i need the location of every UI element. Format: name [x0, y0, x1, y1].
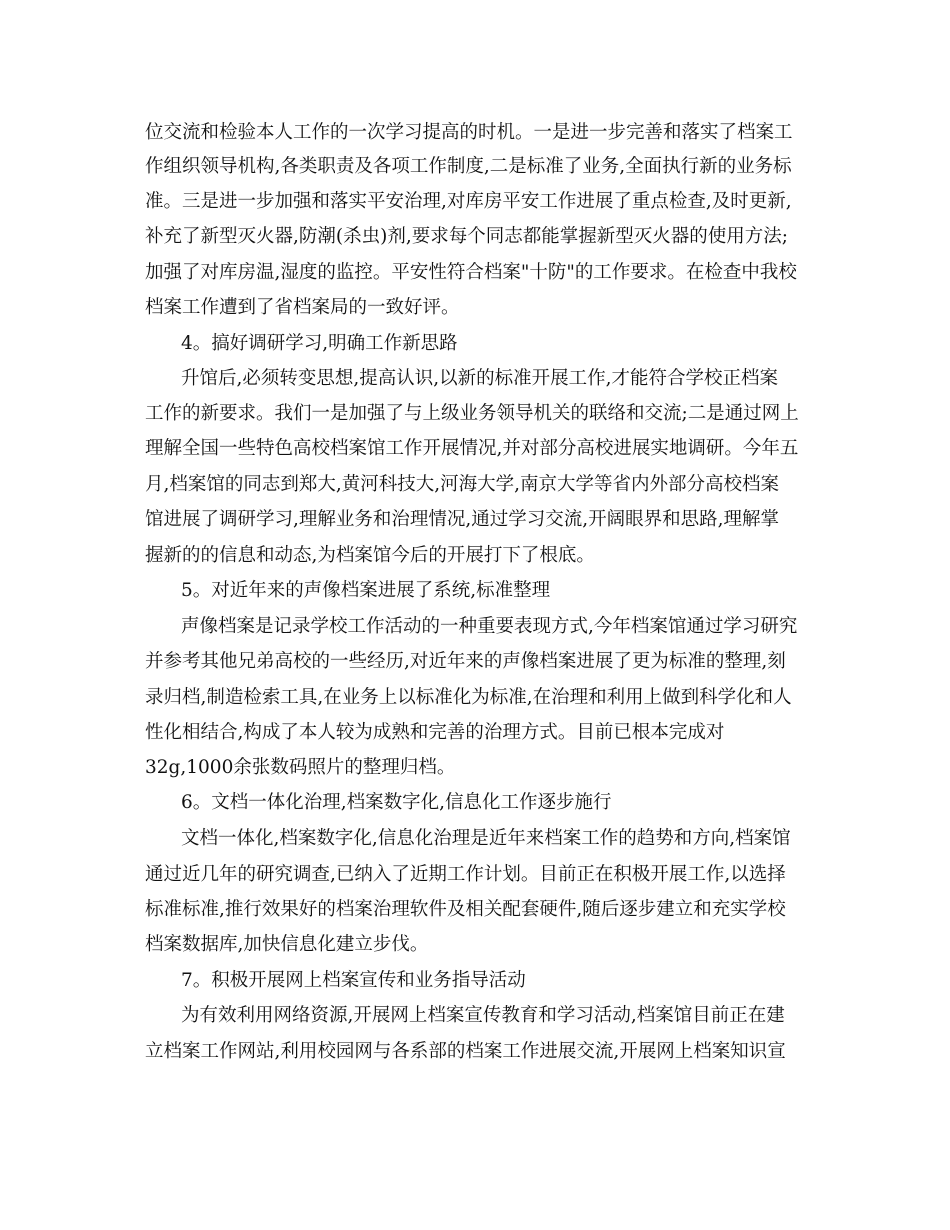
- paragraph-first-line: 升馆后,必须转变思想,提高认识,以新的标准开展工作,才能符合学校正档案: [181, 368, 779, 389]
- text-line: 补充了新型灭火器,防潮(杀虫)剂,要求每个同志都能掌握新型灭火器的使用方法;: [145, 226, 788, 247]
- text-line: 握新的的信息和动态,为档案馆今后的开展打下了根底。: [145, 545, 595, 566]
- section-heading: 7。积极开展网上档案宣传和业务指导活动: [181, 970, 526, 991]
- text-line: 录归档,制造检索工具,在业务上以标准化为标准,在治理和利用上做到科学化和人: [145, 687, 792, 708]
- text-line: 位交流和检验本人工作的一次学习提高的时机。一是进一步完善和落实了档案工: [145, 122, 793, 143]
- text-line: 准。三是进一步加强和落实平安治理,对库房平安工作进展了重点检查,及时更新,: [145, 191, 792, 212]
- text-line: 作组织领导机构,各类职责及各项工作制度,二是标准了业务,全面执行新的业务标: [145, 156, 792, 177]
- text-line: 工作的新要求。我们一是加强了与上级业务领导机关的联络和交流;二是通过网上: [145, 403, 799, 424]
- text-line: 档案数据库,加快信息化建立步伐。: [145, 934, 429, 955]
- section-heading: 5。对近年来的声像档案进展了系统,标准整理: [181, 580, 551, 601]
- text-line: 立档案工作网站,利用校园网与各系部的档案工作进展交流,开展网上档案知识宣: [145, 1041, 786, 1062]
- text-line: 月,档案馆的同志到郑大,黄河科技大,河海大学,南京大学等省内外部分高校档案: [145, 474, 780, 495]
- text-line: 加强了对库房温,湿度的监控。平安性符合档案"十防"的工作要求。在检查中我校: [145, 262, 797, 283]
- text-line: 标准标准,推行效果好的档案治理软件及相关配套硬件,随后逐步建立和充实学校: [145, 899, 786, 920]
- text-line: 馆进展了调研学习,理解业务和治理情况,通过学习交流,开阔眼界和思路,理解掌: [145, 509, 780, 530]
- section-heading: 4。搞好调研学习,明确工作新思路: [181, 333, 458, 354]
- text-line: 档案工作遭到了省档案局的一致好评。: [145, 297, 460, 318]
- text-line: 性化相结合,构成了本人较为成熟和完善的治理方式。目前已根本完成对: [145, 722, 725, 743]
- text-line: 32g,1000余张数码照片的整理归档。: [145, 757, 456, 778]
- text-line: 通过近几年的研究调查,已纳入了近期工作计划。目前正在积极开展工作,以选择: [145, 864, 786, 885]
- text-line: 理解全国一些特色高校档案馆工作开展情况,并对部分高校进展实地调研。今年五: [145, 438, 799, 459]
- paragraph-first-line: 文档一体化,档案数字化,信息化治理是近年来档案工作的趋势和方向,档案馆: [181, 828, 791, 849]
- paragraph-first-line: 为有效利用网络资源,开展网上档案宣传教育和学习活动,档案馆目前正在建: [181, 1005, 785, 1026]
- text-line: 并参考其他兄弟高校的一些经历,对近年来的声像档案进展了更为标准的整理,刻: [145, 651, 786, 672]
- paragraph-first-line: 声像档案是记录学校工作活动的一种重要表现方式,今年档案馆通过学习研究: [181, 616, 798, 637]
- section-heading: 6。文档一体化治理,档案数字化,信息化工作逐步施行: [181, 792, 612, 813]
